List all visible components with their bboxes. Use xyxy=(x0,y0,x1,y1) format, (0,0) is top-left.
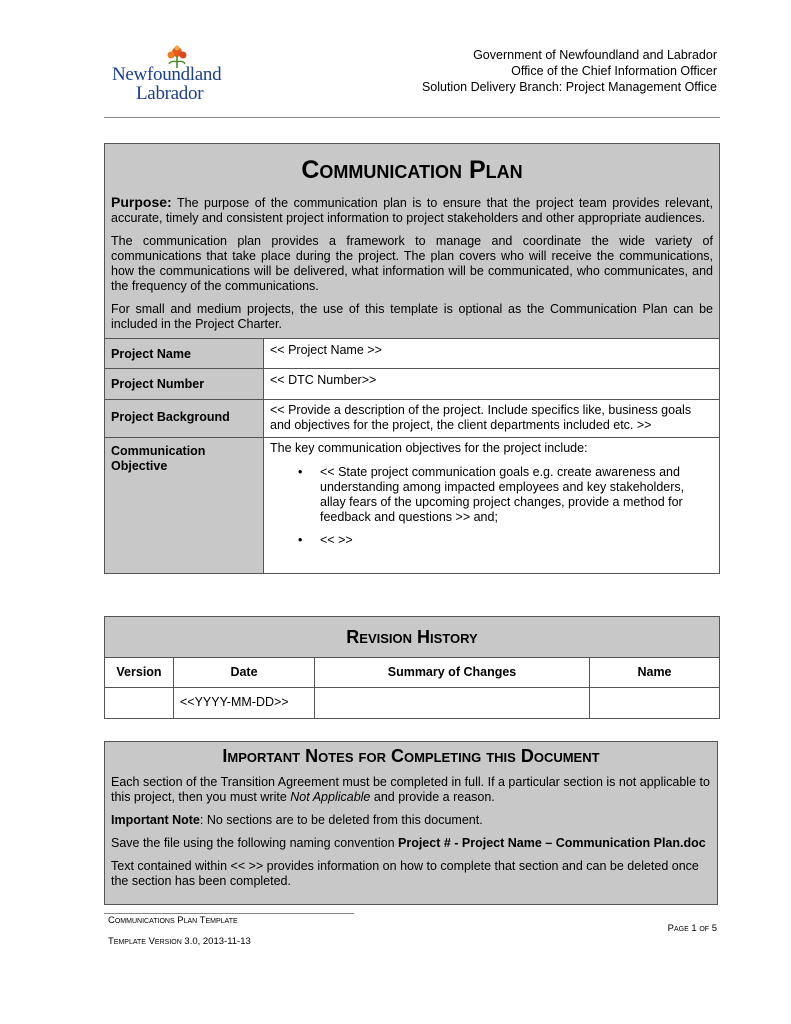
revision-row xyxy=(105,688,719,718)
header-line-2: Office of the Chief Information Officer xyxy=(511,64,717,78)
project-background-value[interactable]: << Provide a description of the project. Include specifics like, business goals and objectives for the project, the client departments included etc. >> xyxy=(264,400,720,438)
project-number-value[interactable]: << DTC Number>> xyxy=(264,369,720,400)
project-name-label: Project Name xyxy=(105,339,264,369)
revision-summary-cell[interactable] xyxy=(315,688,590,718)
header-line-1: Government of Newfoundland and Labrador xyxy=(473,48,717,62)
communication-plan-section xyxy=(104,143,720,574)
project-background-label: Project Background xyxy=(105,400,264,438)
bullet-dot-icon: • xyxy=(298,533,303,547)
framework-paragraph: The communication plan provides a framework to manage and coordinate the wide variety of communications that take place during the project. The plan covers who will receive the communications, how the communications will be delivered, what information will be communicated, who communicates, and the frequency of the communications. xyxy=(111,234,713,293)
project-name-row xyxy=(105,339,719,369)
document-title: Communication Plan xyxy=(301,156,523,184)
col-date-header: Date xyxy=(174,658,315,688)
footer-template-version: Template Version 3.0, 2013-11-13 xyxy=(108,936,251,947)
notes-p1-tail: and provide a reason. xyxy=(370,790,495,804)
revision-history-title: Revision History xyxy=(105,617,719,657)
purpose-panel xyxy=(105,144,719,338)
col-summary-header: Summary of Changes xyxy=(315,658,590,688)
header-line-3: Solution Delivery Branch: Project Management Office xyxy=(421,80,717,94)
objective-bullet-2-text: << >> xyxy=(320,533,353,547)
notes-p1-text: Each section of the Transition Agreement must be completed in full. If a particular section is not applicable to this project, then you must write xyxy=(111,775,710,804)
revision-history-table xyxy=(105,657,719,718)
footer-page-number: Page 1 of 5 xyxy=(667,923,717,934)
revision-header-row xyxy=(105,658,719,688)
footer-template-name: Communications Plan Template xyxy=(108,915,238,926)
notes-p3-bold: Project # - Project Name – Communication Plan.doc xyxy=(398,836,706,850)
project-number-label: Project Number xyxy=(105,369,264,400)
communication-objective-intro: The key communication objectives for the project include: xyxy=(270,441,588,455)
notes-paragraph-3 xyxy=(111,836,711,851)
purpose-text: The purpose of the communication plan is to ensure that the project team provides relevant, accurate, timely and consistent project information to project stakeholders and other appropriate audiences. xyxy=(111,196,713,225)
project-name-value[interactable]: << Project Name >> xyxy=(264,339,720,369)
communication-objective-label xyxy=(105,438,264,573)
communication-objective-value[interactable] xyxy=(264,438,720,573)
notes-p2-bold: Important Note xyxy=(111,813,200,827)
important-notes-title: Important Notes for Completing this Document xyxy=(222,746,600,766)
col-name-header: Name xyxy=(590,658,720,688)
important-notes-section xyxy=(104,741,718,905)
objective-bullet-1-text: << State project communication goals e.g. create awareness and understanding among impacted employees and key stakeholders, allay fears of the upcoming project changes, provide a method for feedback and questions >> and; xyxy=(320,465,685,524)
revision-name-cell[interactable] xyxy=(590,688,720,718)
notes-p1-italic: Not Applicable xyxy=(290,790,371,804)
department-header xyxy=(422,47,717,95)
revision-version-cell[interactable] xyxy=(105,688,174,718)
purpose-label: Purpose: xyxy=(111,194,172,210)
footer-divider xyxy=(104,913,354,914)
notes-p2-text: : No sections are to be deleted from this document. xyxy=(199,813,483,827)
nl-logo xyxy=(112,44,232,104)
notes-p3-text: Save the file using the following naming convention xyxy=(111,836,398,850)
notes-paragraph-2 xyxy=(111,813,711,828)
logo-word-newfoundland: Newfoundland xyxy=(112,64,222,85)
optional-use-paragraph: For small and medium projects, the use of this template is optional as the Communication Plan can be included in the Project Charter. xyxy=(111,302,713,331)
objective-bullet-1 xyxy=(270,465,713,525)
revision-history-section xyxy=(104,616,720,719)
purpose-paragraph xyxy=(111,195,713,226)
communication-objective-label-line2: Objective xyxy=(111,459,168,473)
notes-paragraph-4: Text contained within << >> provides information on how to complete that section and can be deleted once the section has been completed. xyxy=(111,859,699,888)
logo-word-labrador: Labrador xyxy=(136,83,204,104)
bullet-dot-icon: • xyxy=(298,465,303,479)
communication-objective-label-line1: Communication xyxy=(111,444,206,458)
col-version-header: Version xyxy=(105,658,174,688)
project-details-table xyxy=(105,338,719,573)
communication-objective-row xyxy=(105,438,719,573)
revision-date-cell[interactable]: <<YYYY-MM-DD>> xyxy=(174,688,315,718)
objective-bullet-2 xyxy=(270,533,713,548)
notes-paragraph-1 xyxy=(111,775,711,805)
project-number-row xyxy=(105,369,719,400)
project-background-row xyxy=(105,400,719,438)
header-divider xyxy=(104,117,720,118)
